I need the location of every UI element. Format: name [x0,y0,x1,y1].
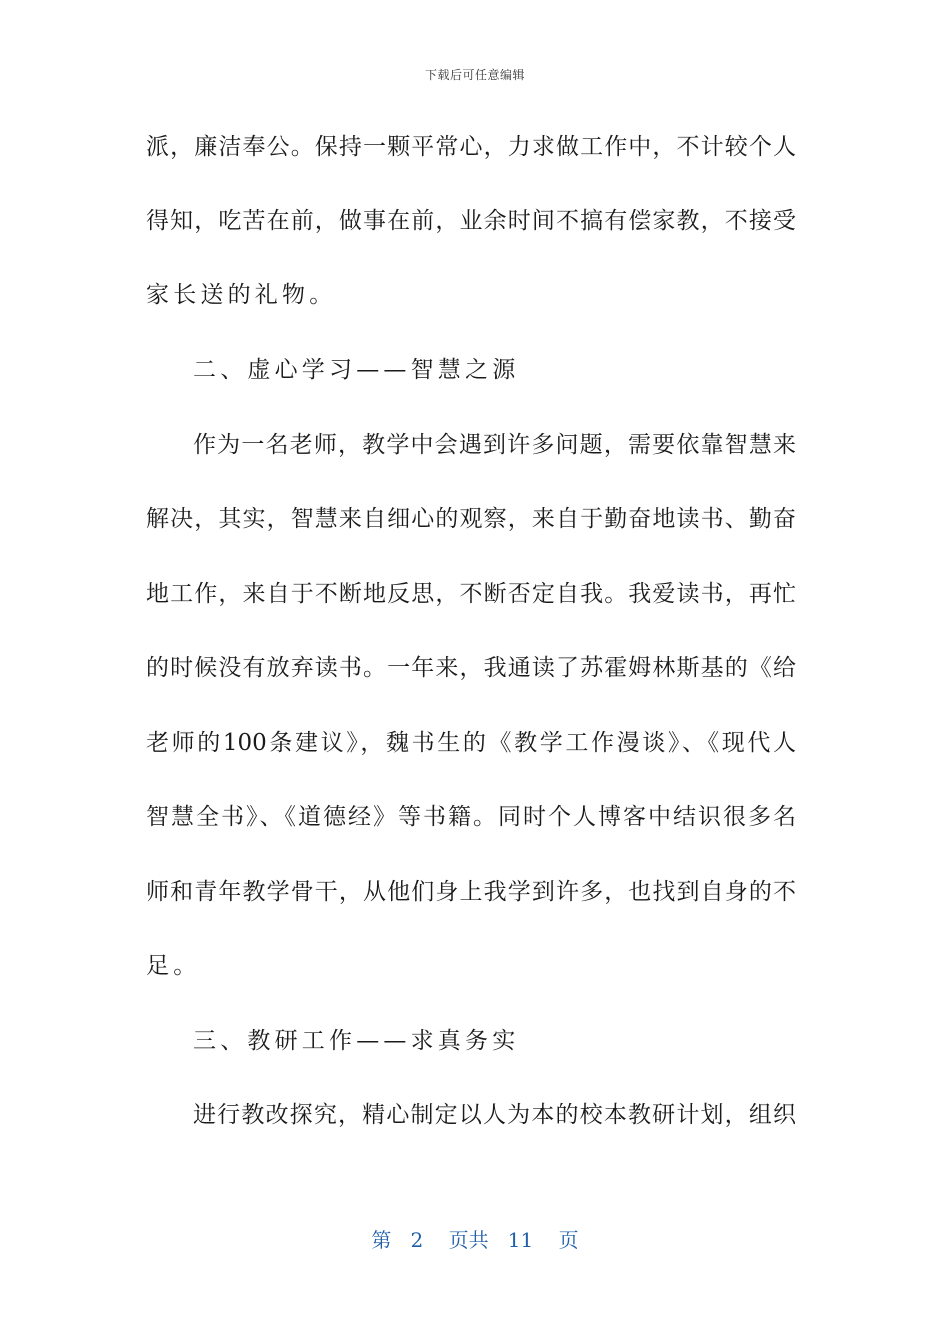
paragraph-line: 得知，吃苦在前，做事在前，业余时间不搞有偿家教，不接受 [146,208,796,234]
paragraph-line: 足。 [146,953,201,979]
paragraph-line: 作为一名老师，教学中会遇到许多问题，需要依靠智慧来 [193,432,796,458]
section-heading: 二、虚心学习——智慧之源 [193,357,520,383]
paragraph-line: 进行教改探究，精心制定以人为本的校本教研计划，组织 [193,1102,796,1128]
footer-prefix: 第 [371,1228,392,1252]
paragraph-line: 派，廉洁奉公。保持一颗平常心，力求做工作中，不计较个人 [146,134,796,160]
paragraph-line: 的时候没有放弃读书。一年来，我通读了苏霍姆林斯基的《给 [146,655,796,681]
footer-middle: 页共 [448,1228,489,1252]
footer-suffix: 页 [558,1228,579,1252]
paragraph-line: 智慧全书》、《道德经》等书籍。同时个人博客中结识很多名 [146,804,796,830]
paragraph-line: 地工作，来自于不断地反思，不断否定自我。我爱读书，再忙 [146,581,796,607]
paragraph-line: 师和青年教学骨干，从他们身上我学到许多，也找到自身的不 [146,879,796,905]
section-heading: 三、教研工作——求真务实 [193,1028,520,1054]
page-footer [0,1224,950,1253]
paragraph-line: 家长送的礼物。 [146,282,337,308]
total-pages-number: 11 [507,1228,534,1252]
paragraph-line: 解决，其实，智慧来自细心的观察，来自于勤奋地读书、勤奋 [146,506,796,532]
paragraph-line: 老师的100条建议》，魏书生的《教学工作漫谈》、《现代人 [146,730,796,756]
header-note: 下载后可任意编辑 [424,68,525,82]
current-page-number: 2 [410,1228,424,1252]
